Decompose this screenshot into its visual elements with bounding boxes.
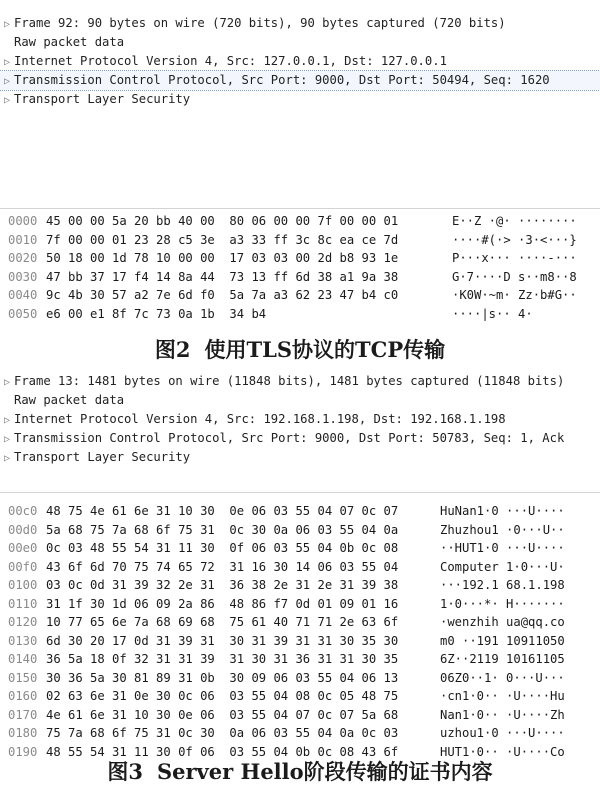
- hex-ascii: ··HUT1·0 ···U····: [440, 541, 565, 555]
- hex-row[interactable]: [0, 212, 600, 231]
- hex-bytes: 43 6f 6d 70 75 74 65 72 31 16 30 14 06 03 55 04: [46, 559, 399, 574]
- hex-offset: 0100: [8, 578, 38, 592]
- hex-offset: 0190: [8, 744, 38, 759]
- hex-ascii: m0 ··191 10911050: [440, 633, 565, 648]
- hex-bytes: 47 bb 37 17 f4 14 8a 44 73 13 ff 6d 38 a1 9a 38: [46, 269, 399, 284]
- hex-offset: 00f0: [8, 559, 38, 574]
- hex-row[interactable]: [0, 687, 600, 706]
- hex-ascii: P···x··· ····-···: [452, 251, 577, 265]
- fig3-caption-number: 图3: [107, 759, 143, 784]
- hex-ascii: ·K0W·~m· Zz·b#G··: [452, 288, 577, 302]
- hex-offset: 0130: [8, 633, 38, 648]
- tree-row[interactable]: [0, 52, 600, 71]
- hex-ascii: HuNan1·0 ···U····: [440, 504, 565, 518]
- hex-row[interactable]: [0, 669, 600, 688]
- fig3-packet-details: [0, 372, 600, 467]
- tree-row[interactable]: [0, 429, 600, 448]
- hex-bytes: 6d 30 20 17 0d 31 39 31 30 31 39 31 31 30 35 30: [46, 633, 399, 648]
- tree-row[interactable]: [0, 90, 600, 109]
- fig3-packet-bytes: [0, 502, 600, 761]
- hex-offset: 00e0: [8, 541, 38, 555]
- hex-ascii: ····|s·· 4·: [452, 306, 533, 321]
- hex-offset: 0010: [8, 232, 38, 247]
- triangle-right-icon[interactable]: ▷: [3, 453, 11, 464]
- hex-bytes: e6 00 e1 8f 7c 73 0a 1b 34 b4: [46, 306, 267, 321]
- hex-bytes: 48 55 54 31 11 30 0f 06 03 55 04 0b 0c 08 43 6f: [46, 744, 399, 759]
- tree-row-label: Transport Layer Security: [14, 450, 191, 464]
- hex-row[interactable]: [0, 305, 600, 324]
- hex-offset: 0110: [8, 596, 38, 611]
- fig2-divider: [0, 208, 600, 209]
- hex-offset: 0000: [8, 214, 38, 228]
- tree-row-label: Transmission Control Protocol, Src Port: 9000, Dst Port: 50783, Seq: 1, Ack: [14, 431, 565, 445]
- tree-row[interactable]: [0, 14, 600, 33]
- hex-bytes: 0c 03 48 55 54 31 11 30 0f 06 03 55 04 0b 0c 08: [46, 541, 399, 555]
- hex-row[interactable]: [0, 521, 600, 540]
- hex-row[interactable]: [0, 249, 600, 268]
- hex-row[interactable]: [0, 268, 600, 287]
- hex-offset: 0150: [8, 670, 38, 685]
- hex-offset: 0120: [8, 615, 38, 629]
- hex-offset: 0030: [8, 269, 38, 284]
- hex-row[interactable]: [0, 502, 600, 521]
- hex-offset: 00d0: [8, 522, 38, 537]
- fig2-caption-text: 使用TLS协议的TCP传输: [204, 337, 446, 362]
- tree-row[interactable]: [0, 391, 600, 410]
- hex-row[interactable]: [0, 724, 600, 743]
- tree-row-label: Internet Protocol Version 4, Src: 192.168.1.198, Dst: 192.168.1.198: [14, 412, 506, 426]
- hex-row[interactable]: [0, 613, 600, 632]
- hex-ascii: 1·0···*· H·······: [440, 596, 565, 611]
- hex-ascii: Computer 1·0···U·: [440, 559, 565, 574]
- hex-bytes: 03 0c 0d 31 39 32 2e 31 36 38 2e 31 2e 31 39 38: [46, 578, 399, 592]
- hex-row[interactable]: [0, 650, 600, 669]
- hex-row[interactable]: [0, 706, 600, 725]
- hex-offset: 00c0: [8, 504, 38, 518]
- hex-bytes: 02 63 6e 31 0e 30 0c 06 03 55 04 08 0c 05 48 75: [46, 689, 399, 703]
- hex-ascii: 6Z··2119 10161105: [440, 652, 565, 666]
- triangle-right-icon[interactable]: ▷: [3, 95, 11, 106]
- hex-ascii: HUT1·0·· ·U····Co: [440, 744, 565, 759]
- hex-row[interactable]: [0, 595, 600, 614]
- fig2-caption: [0, 334, 600, 364]
- hex-ascii: Nan1·0·· ·U····Zh: [440, 707, 565, 722]
- triangle-right-icon[interactable]: ▷: [3, 76, 11, 87]
- hex-offset: 0140: [8, 652, 38, 666]
- fig3-divider: [0, 492, 600, 493]
- tree-row-label: Raw packet data: [14, 35, 125, 49]
- triangle-right-icon[interactable]: ▷: [3, 415, 11, 426]
- tree-row-label: Internet Protocol Version 4, Src: 127.0.0.1, Dst: 127.0.0.1: [14, 54, 447, 68]
- fig3-caption-text: Server Hello阶段传输的证书内容: [156, 759, 493, 784]
- hex-offset: 0180: [8, 726, 38, 740]
- tree-row[interactable]: [0, 372, 600, 391]
- hex-bytes: 36 5a 18 0f 32 31 31 39 31 30 31 36 31 31 30 35: [46, 652, 399, 666]
- hex-ascii: 06Z0··1· 0···U···: [440, 670, 565, 685]
- hex-ascii: uzhou1·0 ···U····: [440, 726, 565, 740]
- hex-offset: 0020: [8, 251, 38, 265]
- hex-bytes: 9c 4b 30 57 a2 7e 6d f0 5a 7a a3 62 23 47 b4 c0: [46, 288, 399, 302]
- hex-bytes: 10 77 65 6e 7a 68 69 68 75 61 40 71 71 2e 63 6f: [46, 615, 399, 629]
- tree-row-label: Transport Layer Security: [14, 92, 191, 106]
- hex-row[interactable]: [0, 558, 600, 577]
- fig2-caption-number: 图2: [154, 337, 191, 362]
- hex-bytes: 45 00 00 5a 20 bb 40 00 80 06 00 00 7f 00 00 01: [46, 214, 399, 228]
- hex-ascii: G·7····D s··m8··8: [452, 269, 577, 284]
- tree-row-label: Frame 13: 1481 bytes on wire (11848 bits), 1481 bytes captured (11848 bits): [14, 374, 565, 388]
- hex-bytes: 30 36 5a 30 81 89 31 0b 30 09 06 03 55 04 06 13: [46, 670, 399, 685]
- triangle-right-icon[interactable]: ▷: [3, 19, 11, 30]
- tree-row[interactable]: [0, 410, 600, 429]
- triangle-right-icon[interactable]: ▷: [3, 434, 11, 445]
- hex-ascii: ···192.1 68.1.198: [440, 578, 565, 592]
- tree-row-label: Raw packet data: [14, 393, 125, 407]
- hex-offset: 0160: [8, 689, 38, 703]
- hex-bytes: 48 75 4e 61 6e 31 10 30 0e 06 03 55 04 07 0c 07: [46, 504, 399, 518]
- tree-row-label: Transmission Control Protocol, Src Port: 9000, Dst Port: 50494, Seq: 1620: [14, 73, 550, 87]
- hex-ascii: ·wenzhih ua@qq.co: [440, 615, 565, 629]
- hex-bytes: 7f 00 00 01 23 28 c5 3e a3 33 ff 3c 8c ea ce 7d: [46, 232, 399, 247]
- hex-ascii: Zhuzhou1 ·0···U··: [440, 522, 565, 537]
- hex-offset: 0050: [8, 306, 38, 321]
- hex-ascii: ·cn1·0·· ·U····Hu: [440, 689, 565, 703]
- hex-ascii: E··Z ·@· ········: [452, 214, 577, 228]
- hex-bytes: 50 18 00 1d 78 10 00 00 17 03 03 00 2d b8 93 1e: [46, 251, 399, 265]
- fig3-caption: [0, 756, 600, 786]
- tree-row[interactable]: [0, 71, 600, 90]
- hex-row[interactable]: [0, 576, 600, 595]
- tree-row[interactable]: [0, 448, 600, 467]
- hex-row[interactable]: [0, 632, 600, 651]
- hex-row[interactable]: [0, 539, 600, 558]
- hex-row[interactable]: [0, 231, 600, 250]
- hex-row[interactable]: [0, 286, 600, 305]
- hex-offset: 0040: [8, 288, 38, 302]
- fig2-packet-bytes: [0, 212, 600, 323]
- hex-bytes: 5a 68 75 7a 68 6f 75 31 0c 30 0a 06 03 55 04 0a: [46, 522, 399, 537]
- fig2-packet-details: [0, 14, 600, 109]
- triangle-right-icon[interactable]: ▷: [3, 377, 11, 388]
- tree-row[interactable]: [0, 33, 600, 52]
- tree-row-label: Frame 92: 90 bytes on wire (720 bits), 90 bytes captured (720 bits): [14, 16, 506, 30]
- hex-bytes: 31 1f 30 1d 06 09 2a 86 48 86 f7 0d 01 09 01 16: [46, 596, 399, 611]
- hex-bytes: 4e 61 6e 31 10 30 0e 06 03 55 04 07 0c 07 5a 68: [46, 707, 399, 722]
- hex-ascii: ····#(·> ·3·<···}: [452, 232, 577, 247]
- hex-bytes: 75 7a 68 6f 75 31 0c 30 0a 06 03 55 04 0a 0c 03: [46, 726, 399, 740]
- triangle-right-icon[interactable]: ▷: [3, 57, 11, 68]
- hex-offset: 0170: [8, 707, 38, 722]
